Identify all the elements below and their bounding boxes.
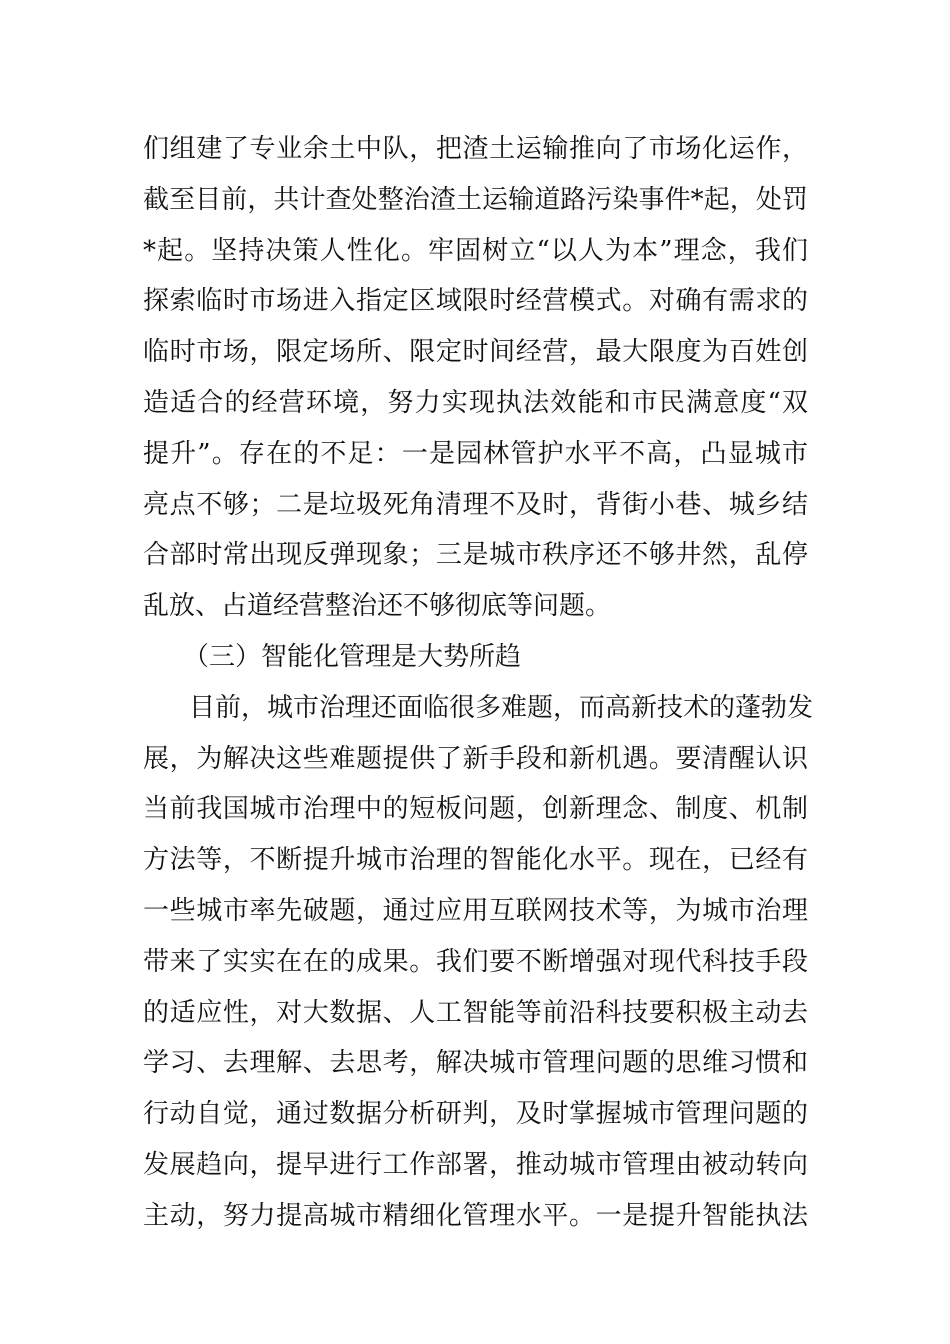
paragraph-line: 发展趋向，提早进行工作部署，推动城市管理由被动转向 — [143, 1149, 808, 1180]
paragraph-line: 学习、去理解、去思考，解决城市管理问题的思维习惯和 — [143, 1048, 808, 1079]
paragraph-line: 的适应性，对大数据、人工智能等前沿科技要积极主动去 — [143, 997, 808, 1028]
paragraph-line: 一些城市率先破题，通过应用互联网技术等，为城市治理 — [143, 895, 808, 926]
paragraph-line: 带来了实实在在的成果。我们要不断增强对现代科技手段 — [143, 946, 808, 977]
paragraph-line: 主动，努力提高城市精细化管理水平。一是提升智能执法 — [143, 1200, 808, 1231]
paragraph-line: 当前我国城市治理中的短板问题，创新理念、制度、机制 — [143, 794, 808, 825]
paragraph-line: 乱放、占道经营整治还不够彻底等问题。 — [143, 591, 612, 622]
paragraph-line: 探索临时市场进入指定区域限时经营模式。对确有需求的 — [143, 286, 808, 317]
section-heading: （三）智能化管理是大势所趋 — [183, 641, 522, 672]
paragraph-line: 行动自觉，通过数据分析研判，及时掌握城市管理问题的 — [143, 1099, 808, 1130]
paragraph-line: 目前，城市治理还面临很多难题，而高新技术的蓬勃发 — [189, 692, 814, 723]
paragraph-line: 亮点不够；二是垃圾死角清理不及时，背街小巷、城乡结 — [143, 489, 808, 520]
paragraph-line: 造适合的经营环境，努力实现执法效能和市民满意度“双 — [143, 387, 808, 418]
paragraph-line: 方法等，不断提升城市治理的智能化水平。现在，已经有 — [143, 845, 808, 876]
paragraph-line: 展，为解决这些难题提供了新手段和新机遇。要清醒认识 — [143, 743, 808, 774]
paragraph-line: 临时市场，限定场所、限定时间经营，最大限度为百姓创 — [143, 337, 808, 368]
paragraph-line: 们组建了专业余土中队，把渣土运输推向了市场化运作， — [143, 134, 808, 164]
paragraph-line: 合部时常出现反弹现象；三是城市秩序还不够井然，乱停 — [143, 540, 808, 571]
paragraph-line: 提升”。存在的不足：一是园林管护水平不高，凸显城市 — [143, 438, 808, 469]
paragraph-line: 截至目前，共计查处整治渣土运输道路污染事件*起，处罚 — [143, 184, 808, 215]
paragraph-line: *起。坚持决策人性化。牢固树立“以人为本”理念，我们 — [143, 235, 808, 266]
document-body — [143, 124, 814, 1242]
